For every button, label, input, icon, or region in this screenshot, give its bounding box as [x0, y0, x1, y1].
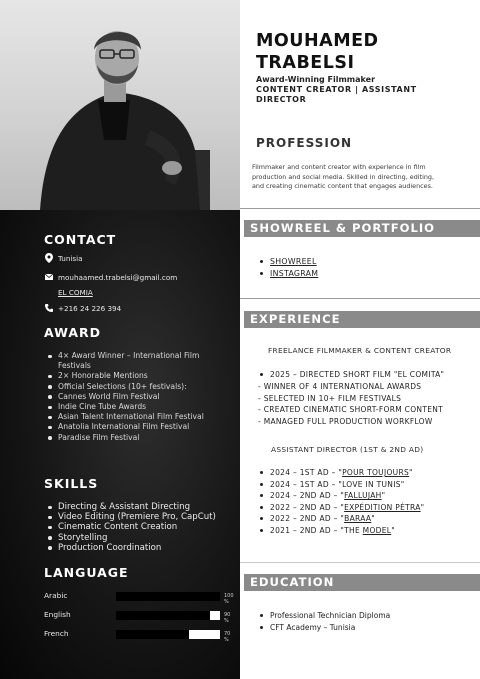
- film-title[interactable]: MODEL: [362, 525, 392, 535]
- list-item: [270, 525, 424, 537]
- list-item: Official Selections (10+ festivals):: [58, 382, 208, 392]
- language-level-fill: [116, 592, 220, 601]
- language-title: LANGUAGE: [44, 565, 129, 580]
- award-list: [58, 351, 208, 443]
- list-item: 2× Honorable Mentions: [58, 371, 208, 381]
- assistant-director-list: [270, 467, 424, 537]
- experience-list: [258, 369, 443, 428]
- film-title: LOVE IN TUNIS: [342, 479, 401, 489]
- list-item: Cinematic Content Creation: [58, 522, 216, 532]
- film-title[interactable]: POUR TOUJOURS: [342, 468, 410, 477]
- experience-title: EXPERIENCE: [244, 311, 480, 328]
- showreel-title: SHOWREEL & PORTFOLIO: [244, 220, 480, 237]
- list-item: [270, 479, 424, 491]
- language-name: Arabic: [44, 591, 68, 600]
- list-item: - MANAGED FULL PRODUCTION WORKFLOW: [258, 417, 433, 427]
- film-title[interactable]: FALLUJAH: [344, 491, 382, 501]
- award-title: AWARD: [44, 325, 102, 340]
- contact-phone[interactable]: [44, 303, 121, 313]
- credit-suffix: ": [409, 468, 413, 477]
- email-text[interactable]: mouhaamed.trabelsi@gmail.com: [58, 272, 178, 282]
- language-level-fill: [116, 630, 189, 639]
- language-percent: 90 %: [224, 611, 231, 624]
- credit-prefix: 2022 – 2ND AD – ": [270, 514, 345, 524]
- contact-link[interactable]: [44, 288, 93, 297]
- location-pin-icon: [44, 253, 54, 263]
- list-item: - WINNER OF 4 INTERNATIONAL AWARDS: [258, 381, 422, 391]
- language-row-english: [44, 609, 231, 624]
- language-name: English: [44, 610, 71, 619]
- instagram-link[interactable]: INSTAGRAM: [270, 268, 319, 278]
- list-item: - SELECTED IN 10+ FILM FESTIVALS: [258, 393, 402, 403]
- credit-prefix: 2022 – 2ND AD – ": [270, 502, 345, 512]
- language-level-bar: [116, 630, 220, 639]
- portfolio-links: [270, 256, 318, 279]
- language-row-arabic: [44, 590, 234, 605]
- list-item: Indie Cine Tube Awards: [58, 402, 208, 412]
- role-line: CONTENT CREATOR | ASSISTANT: [256, 85, 417, 94]
- language-percent: 100 %: [224, 592, 234, 605]
- credit-prefix: 2024 – 1ST AD – ": [270, 479, 343, 489]
- list-item: CFT Academy – Tunisia: [270, 622, 390, 634]
- language-level-bar: [116, 611, 220, 620]
- el-comia-link[interactable]: EL COMIA: [58, 288, 93, 297]
- list-item: Paradise Film Festival: [58, 433, 208, 443]
- profession-title: PROFESSION: [256, 136, 353, 150]
- credit-suffix: ": [400, 479, 405, 489]
- list-item: Anatolia International Film Festival: [58, 422, 208, 432]
- list-item: Cannes World Film Festival: [58, 392, 208, 402]
- name-line: TRABELSI: [256, 53, 355, 73]
- skills-title: SKILLS: [44, 476, 99, 491]
- list-item: 4× Award Winner – International Film Festivals: [58, 351, 208, 371]
- phone-text[interactable]: +216 24 226 394: [58, 303, 122, 313]
- mail-icon: [44, 272, 54, 282]
- list-item: Professional Technician Diploma: [270, 611, 391, 620]
- role-line: DIRECTOR: [256, 95, 307, 104]
- list-item: - CREATED CINEMATIC SHORT-FORM CONTENT: [258, 405, 444, 415]
- film-title[interactable]: EXPÉDITION PÉTRA: [344, 502, 421, 512]
- contact-location: [44, 253, 83, 263]
- language-level-bar: [116, 592, 220, 601]
- education-list: [270, 610, 390, 633]
- portrait-illustration: [0, 0, 240, 210]
- skills-list: [58, 502, 216, 553]
- person-name: [256, 30, 456, 74]
- film-title[interactable]: BARAA: [344, 514, 372, 524]
- list-item: [270, 490, 424, 502]
- contact-title: CONTACT: [44, 232, 117, 247]
- list-item: [270, 513, 424, 525]
- credit-prefix: 2021 – 2ND AD – "THE: [270, 525, 363, 535]
- credit-suffix: ": [381, 491, 386, 501]
- list-item: Directing & Assistant Directing: [58, 502, 216, 512]
- divider: [240, 562, 480, 563]
- name-line: MOUHAMED: [256, 31, 379, 51]
- list-item: Asian Talent International Film Festival: [58, 412, 208, 422]
- profession-text: Filmmaker and content creator with experience in film production and social media. Skilled in directing, editing, and creating cinematic content that engages audiences.: [252, 163, 434, 191]
- experience-role: ASSISTANT DIRECTOR (1ST & 2ND AD): [271, 445, 424, 454]
- credit-prefix: 2024 – 1ST AD – ": [270, 468, 343, 477]
- language-row-french: [44, 628, 231, 643]
- education-title: EDUCATION: [244, 574, 480, 591]
- credit-prefix: 2024 – 2ND AD – ": [270, 491, 345, 501]
- showreel-link[interactable]: SHOWREEL: [270, 257, 317, 266]
- divider: [240, 208, 480, 209]
- contact-email[interactable]: [44, 272, 177, 282]
- left-panel: [0, 210, 240, 679]
- phone-icon: [44, 303, 54, 313]
- list-item: Production Coordination: [58, 543, 216, 553]
- profile-photo: [0, 0, 240, 210]
- list-item: 2025 – DIRECTED SHORT FILM "EL COMITA": [270, 369, 455, 381]
- list-item: Video Editing (Premiere Pro, CapCut): [58, 512, 216, 523]
- person-role: [256, 75, 456, 105]
- language-percent: 70 %: [224, 630, 231, 643]
- list-item: [270, 502, 424, 514]
- credit-suffix: ": [391, 525, 395, 535]
- credit-suffix: ": [371, 514, 376, 524]
- location-text: Tunisia: [58, 253, 83, 263]
- language-level-fill: [116, 611, 210, 620]
- divider: [240, 298, 480, 299]
- list-item: [270, 467, 424, 479]
- role-line: Award-Winning Filmmaker: [256, 75, 376, 84]
- list-item: Storytelling: [58, 533, 216, 543]
- experience-role: FREELANCE FILMMAKER & CONTENT CREATOR: [268, 346, 452, 355]
- credit-suffix: ": [420, 502, 425, 512]
- language-name: French: [44, 629, 69, 638]
